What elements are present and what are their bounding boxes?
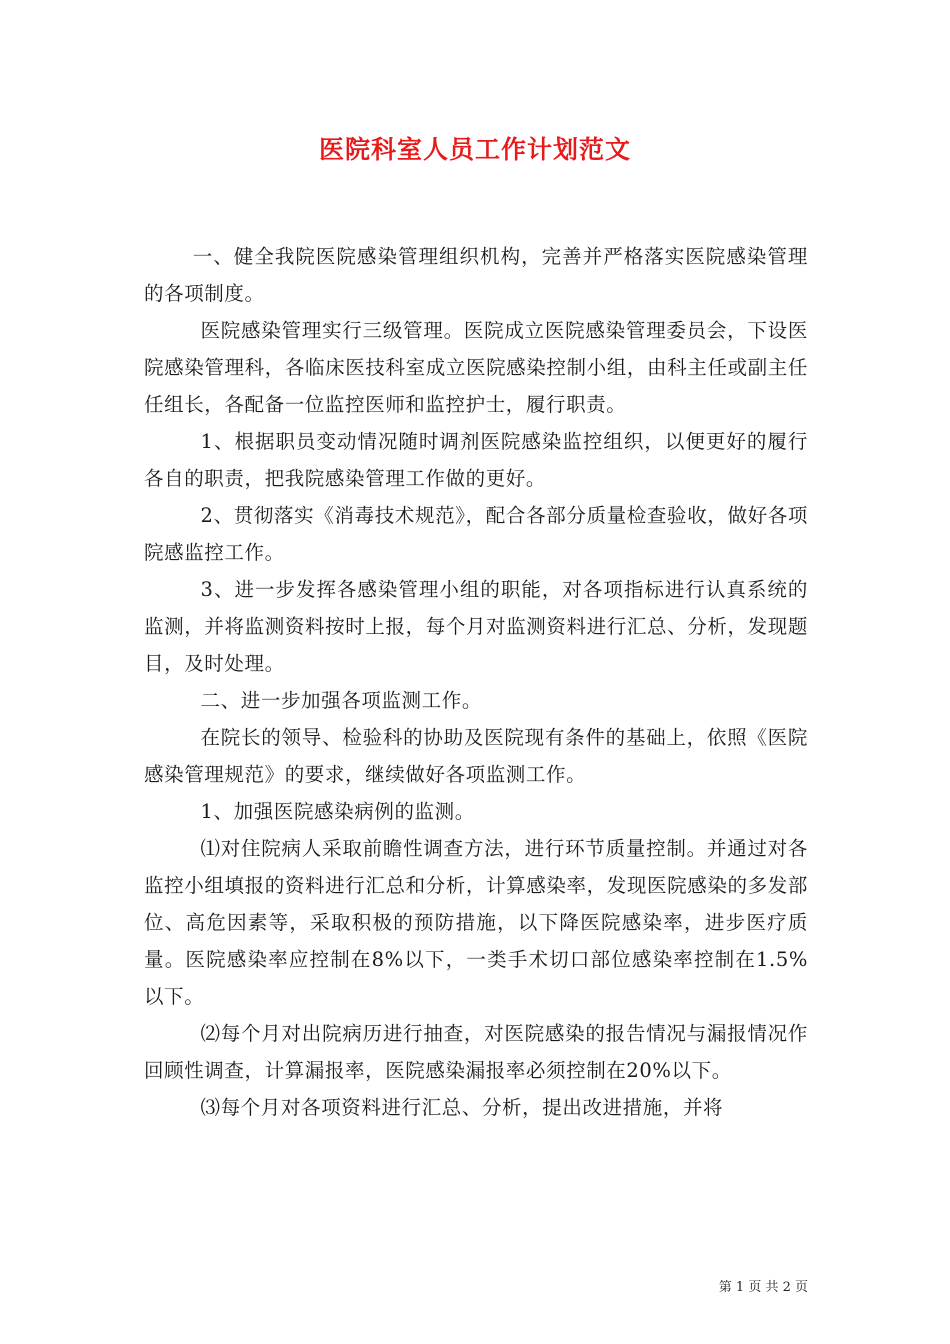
paragraph-7: 在院长的领导、检验科的协助及医院现有条件的基础上，依照《医院感染管理规范》的要求，继续做好各项监测工作。 — [144, 726, 808, 786]
paragraph-5: 3、进一步发挥各感染管理小组的职能，对各项指标进行认真系统的监测，并将监测资料按时上报，每个月对监测资料进行汇总、分析，发现题目，及时处理。 — [144, 578, 808, 675]
document-title: 医院科室人员工作计划范文 — [318, 135, 631, 164]
paragraph-2: 医院感染管理实行三级管理。医院成立医院感染管理委员会，下设医院感染管理科，各临床医技科室成立医院感染控制小组，由科主任或副主任任组长，各配备一位监控医师和监控护士，履行职责。 — [144, 319, 808, 416]
paragraph-9: ⑴对住院病人采取前瞻性调查方法，进行环节质量控制。并通过对各监控小组填报的资料进行汇总和分析，计算感染率，发现医院感染的多发部位、高危因素等，采取积极的预防措施，以下降医院感染率，进步医疗质量。医院感染率应控制在8%以下，一类手术切口部位感染率控制在1.5%以下。 — [144, 837, 808, 1008]
document-body — [144, 238, 808, 1126]
paragraph-8: 1、加强医院感染病例的监测。 — [200, 800, 475, 823]
paragraph-1: 一、健全我院医院感染管理组织机构，完善并严格落实医院感染管理的各项制度。 — [144, 245, 808, 305]
paragraph-3: 1、根据职员变动情况随时调剂医院感染监控组织，以便更好的履行各自的职责，把我院感染管理工作做的更好。 — [144, 430, 808, 490]
page-number: 第 1 页 共 2 页 — [718, 1280, 808, 1295]
paragraph-10: ⑵每个月对出院病历进行抽查，对医院感染的报告情况与漏报情况作回顾性调查，计算漏报率，医院感染漏报率必须控制在20%以下。 — [144, 1022, 808, 1082]
paragraph-4: 2、贯彻落实《消毒技术规范》，配合各部分质量检查验收，做好各项院感监控工作。 — [144, 504, 808, 564]
paragraph-11: ⑶每个月对各项资料进行汇总、分析，提出改进措施，并将 — [200, 1096, 724, 1119]
paragraph-6: 二、进一步加强各项监测工作。 — [200, 689, 482, 712]
